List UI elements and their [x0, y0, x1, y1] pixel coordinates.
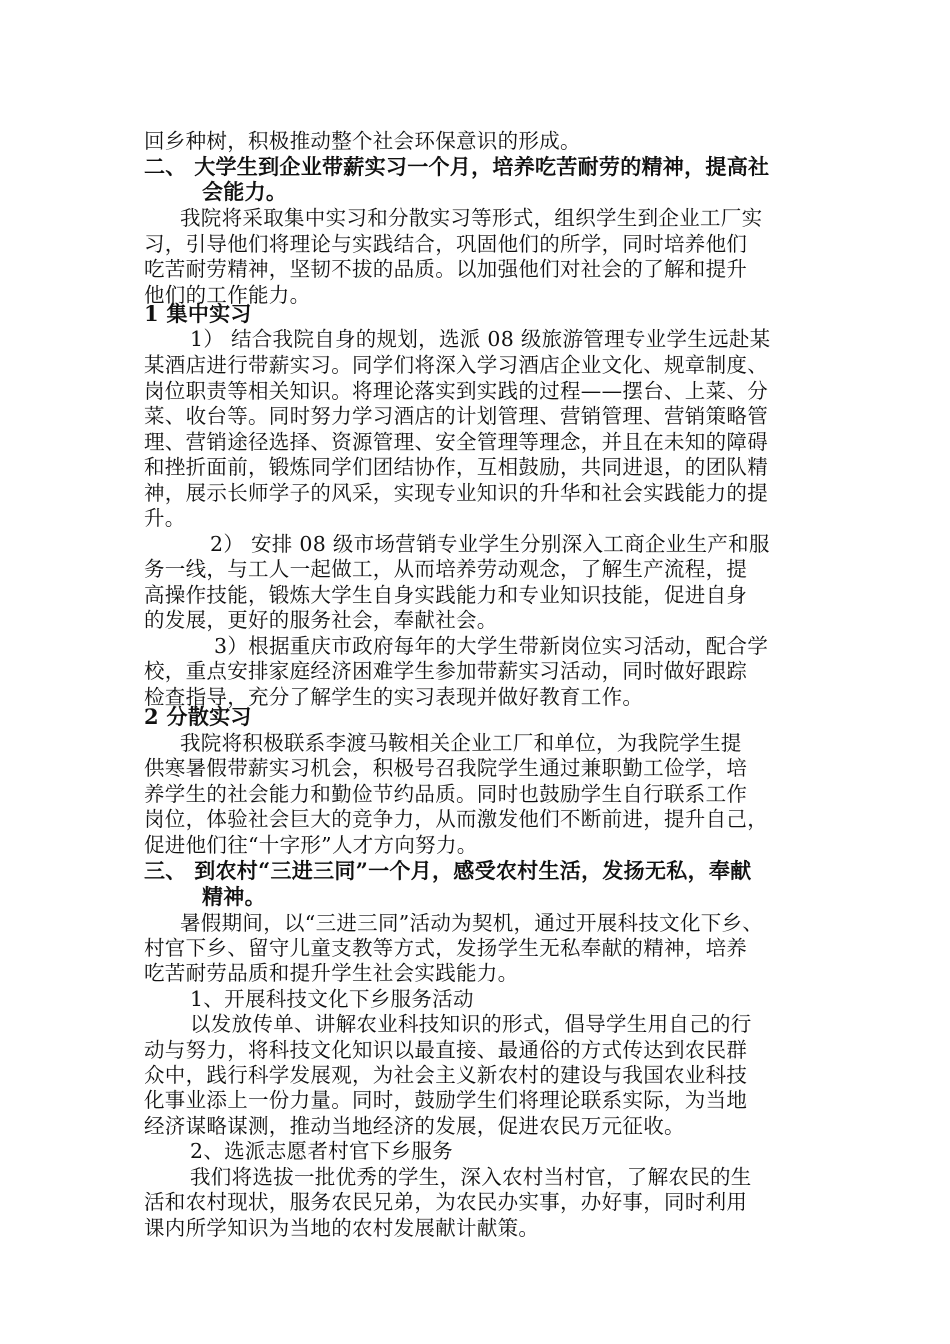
paragraph-line: 我们将选拔一批优秀的学生，深入农村当村官，了解农民的生 — [190, 1165, 752, 1189]
paragraph-line: 检查指导，充分了解学生的实习表现并做好教育工作。 — [144, 685, 644, 709]
paragraph-line: 理、营销途径选择、资源管理、安全管理等理念，并且在未知的障碍 — [144, 430, 768, 454]
paragraph-line: 动与努力，将科技文化知识以最直接、最通俗的方式传达到农民群 — [144, 1038, 748, 1062]
paragraph-line: 习，引导他们将理论与实践结合，巩固他们的所学，同时培养他们 — [144, 232, 748, 256]
paragraph-line: 1） 结合我院自身的规划，选派 08 级旅游管理专业学生远赴某 — [190, 327, 771, 351]
paragraph-line: 众中，践行科学发展观，为社会主义新农村的建设与我国农业科技 — [144, 1063, 748, 1087]
paragraph-line: 养学生的社会能力和勤俭节约品质。同时也鼓励学生自行联系工作 — [144, 782, 748, 806]
paragraph-line: 活和农村现状，服务农民兄弟，为农民办实事，办好事，同时利用 — [144, 1190, 748, 1214]
paragraph-line: 他们的工作能力。 — [144, 283, 311, 307]
paragraph-line: 促进他们往“十字形”人才方向努力。 — [144, 833, 478, 857]
paragraph-line: 以发放传单、讲解农业科技知识的形式，倡导学生用自己的行 — [190, 1012, 752, 1036]
paragraph-line: 2） 安排 08 级市场营销专业学生分别深入工商企业生产和服 — [210, 532, 770, 556]
paragraph-line: 某酒店进行带薪实习。同学们将深入学习酒店企业文化、规章制度、 — [144, 353, 768, 377]
subheading-tech-culture: 1、开展科技文化下乡服务活动 — [190, 987, 474, 1011]
section-heading-3-cont: 精神。 — [202, 884, 266, 909]
paragraph-line: 3）根据重庆市政府每年的大学生带新岗位实习活动，配合学 — [214, 634, 769, 658]
paragraph-line: 升。 — [144, 506, 186, 530]
paragraph-line: 岗位职责等相关知识。将理论落实到实践的过程——摆台、上菜、分 — [144, 379, 768, 403]
paragraph-line: 高操作技能，锻炼大学生自身实践能力和专业知识技能，促进自身 — [144, 583, 748, 607]
paragraph-line: 我院将采取集中实习和分散实习等形式，组织学生到企业工厂实 — [180, 206, 763, 230]
paragraph-line: 经济谋略谋测，推动当地经济的发展，促进农民万元征收。 — [144, 1114, 685, 1138]
paragraph-line: 供寒暑假带薪实习机会，积极号召我院学生通过兼职勤工俭学，培 — [144, 756, 748, 780]
section-heading-3: 三、 到农村“三进三同”一个月，感受农村生活，发扬无私，奉献 — [144, 858, 752, 883]
paragraph-line: 村官下乡、留守儿童支教等方式，发扬学生无私奉献的精神，培养 — [144, 936, 748, 960]
paragraph-line: 岗位，体验社会巨大的竞争力，从而激发他们不断前进，提升自己， — [144, 807, 768, 831]
paragraph-line: 我院将积极联系李渡马鞍相关企业工厂和单位，为我院学生提 — [180, 731, 742, 755]
subheading-volunteer-officials: 2、选派志愿者村官下乡服务 — [190, 1139, 453, 1163]
section-heading-2-cont: 会能力。 — [202, 179, 288, 204]
paragraph-line: 吃苦耐劳精神，坚韧不拔的品质。以加强他们对社会的了解和提升 — [144, 257, 748, 281]
paragraph-line: 和挫折面前，锻炼同学们团结协作，互相鼓励，共同进退，的团队精 — [144, 455, 768, 479]
paragraph-line: 吃苦耐劳品质和提升学生社会实践能力。 — [144, 961, 519, 985]
section-heading-2: 二、 大学生到企业带薪实习一个月，培养吃苦耐劳的精神，提高社 — [144, 154, 770, 179]
paragraph-line: 课内所学知识为当地的农村发展献计献策。 — [144, 1216, 540, 1240]
subheading-dispersed-internship: 2 分散实习 — [144, 704, 252, 729]
paragraph-line: 务一线，与工人一起做工，从而培养劳动观念，了解生产流程，提 — [144, 557, 748, 581]
paragraph-line: 神，展示长师学子的风采，实现专业知识的升华和社会实践能力的提 — [144, 481, 768, 505]
paragraph-line: 菜、收台等。同时努力学习酒店的计划管理、营销管理、营销策略管 — [144, 404, 768, 428]
paragraph-line: 的发展，更好的服务社会，奉献社会。 — [144, 608, 498, 632]
paragraph-line: 暑假期间，以“三进三同”活动为契机，通过开展科技文化下乡、 — [180, 911, 764, 935]
paragraph-line: 回乡种树，积极推动整个社会环保意识的形成。 — [144, 129, 581, 153]
paragraph-line: 校，重点安排家庭经济困难学生参加带薪实习活动，同时做好跟踪 — [144, 659, 748, 683]
paragraph-line: 化事业添上一份力量。同时，鼓励学生们将理论联系实际，为当地 — [144, 1088, 748, 1112]
subheading-concentrated-internship: 1 集中实习 — [144, 301, 252, 326]
